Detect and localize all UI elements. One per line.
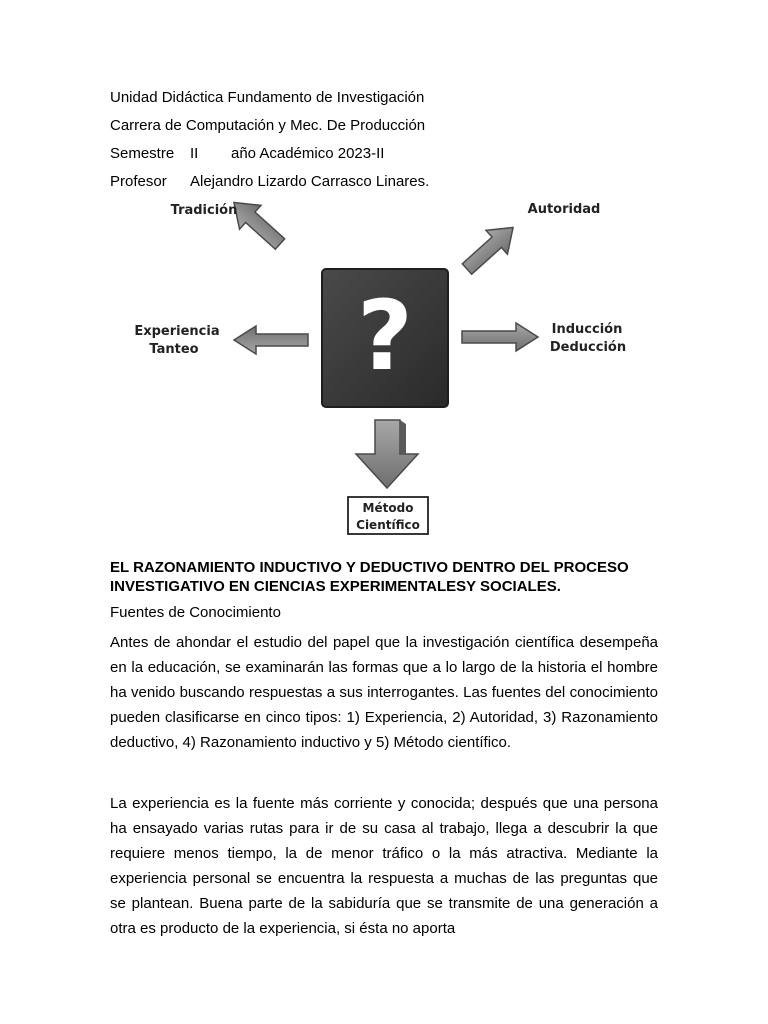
label-cientifico: Científico bbox=[356, 518, 420, 532]
label-tradicion: Tradición bbox=[170, 203, 238, 218]
semester-line bbox=[110, 140, 670, 168]
label-tanteo: Tanteo bbox=[149, 342, 199, 357]
professor-label: Profesor bbox=[110, 173, 167, 190]
label-experiencia: Experiencia bbox=[134, 324, 220, 339]
paragraph-experiencia: La experiencia es la fuente más corriente y conocida; después que una persona ha ensayado varias rutas para ir de su casa al trabajo, llega a descubrir la que requiere menos tiempo, la de menor tráfico o la más atractiva. Mediante la experiencia personal se encuentra la respuesta a muchas de las preguntas que se plantean. Buena parte de la sabiduría que se transmite de una generación a otra es producto de la experiencia, si ésta no aporta bbox=[110, 795, 658, 937]
label-deduccion: Deducción bbox=[549, 340, 627, 355]
knowledge-sources-diagram bbox=[122, 192, 652, 537]
question-mark-icon: ? bbox=[357, 280, 413, 392]
label-metodo: Método bbox=[362, 501, 414, 515]
paragraph-fuentes: Antes de ahondar el estudio del papel que la investigación científica desempeña en la educación, se examinarán las formas que a lo largo de la historia el hombre ha venido buscando respuestas a sus interrogantes. Las fuentes del conocimiento pueden clasificarse en cinco tipos: 1) Experiencia, 2) Autoridad, 3) Razonamiento deductivo, 4) Razonamiento inductivo y 5) Método científico. bbox=[110, 634, 658, 751]
unit-line: Unidad Didáctica Fundamento de Investigación bbox=[110, 89, 425, 106]
section-title: EL RAZONAMIENTO INDUCTIVO Y DEDUCTIVO DENTRO DEL PROCESO INVESTIGATIVO EN CIENCIAS EXPERIMENTALESY SOCIALES. bbox=[110, 559, 629, 595]
semester-label: Semestre bbox=[110, 145, 175, 162]
label-induccion: Inducción bbox=[551, 322, 623, 337]
arrow-tradicion bbox=[223, 192, 290, 256]
semester-value: II bbox=[190, 145, 199, 162]
section-subtitle: Fuentes de Conocimiento bbox=[110, 604, 281, 621]
academic-year: año Académico 2023-II bbox=[231, 145, 385, 162]
arrow-induccion bbox=[462, 323, 538, 351]
career-line: Carrera de Computación y Mec. De Producción bbox=[110, 117, 426, 134]
arrow-metodo bbox=[356, 420, 418, 488]
label-autoridad: Autoridad bbox=[527, 202, 601, 217]
document-header bbox=[110, 84, 670, 196]
professor-name: Alejandro Lizardo Carrasco Linares. bbox=[190, 173, 430, 190]
arrow-experiencia bbox=[234, 326, 308, 354]
arrow-autoridad bbox=[456, 216, 523, 281]
